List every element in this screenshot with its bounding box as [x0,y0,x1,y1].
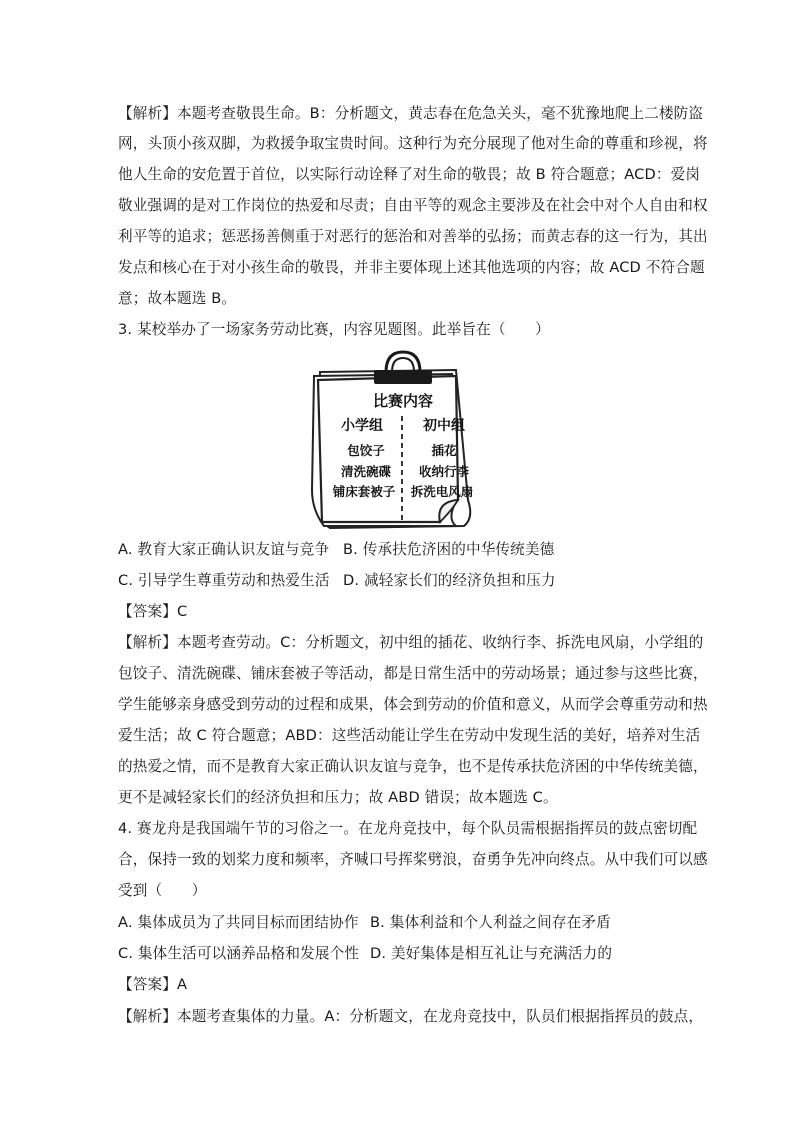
q3-analysis-line-2: 包饺子、清洗碗碟、铺床套被子等活动，都是日常生活中的劳动场景；通过参与这些比赛， [118,665,708,682]
binder-clip-handle [386,352,420,372]
q2-analysis-line-3: 他人生命的安危置于首位，以实际行动诠释了对生命的敬畏；故 B 符合题意；ACD：爱岗 [118,166,701,183]
q2-analysis-line-2: 网，头顶小孩双脚，为救援争取宝贵时间。这种行为充分展现了他对生命的尊重和珍视，将 [118,135,708,152]
primary-item-1: 包饺子 [347,443,385,458]
q3-option-a: A. 教育大家正确认识友谊与竞争 [118,541,330,558]
q2-analysis-line-7: 意；故本题选 B。 [118,290,237,307]
q2-analysis-line-6: 发点和核心在于对小孩生命的敬畏，并非主要体现上述其他选项的内容；故 ACD 不符合题 [118,259,705,276]
q4-option-b: B. 集体利益和个人利益之间存在矛盾 [370,914,611,931]
junior-item-2: 收纳行李 [418,464,470,479]
junior-group-header: 初中组 [423,418,465,434]
figure-title: 比赛内容 [372,392,434,410]
q3-option-c: C. 引导学生尊重劳动和热爱生活 [118,572,330,589]
primary-item-3: 铺床套被子 [332,484,396,499]
q2-analysis-line-1: 【解析】本题考查敬畏生命。B：分析题文，黄志春在危急关头，毫不犹豫地爬上二楼防盗 [118,105,704,122]
q4-option-d: D. 美好集体是相互礼让与充满活力的 [370,945,613,962]
q4-option-a: A. 集体成员为了共同目标而团结协作 [118,914,359,931]
junior-item-3: 拆洗电风扇 [410,484,474,499]
q4-analysis-line-1: 【解析】本题考查集体的力量。A：分析题文，在龙舟竞技中，队员们根据指挥员的鼓点， [118,1008,704,1025]
q3-analysis-line-5: 的热爱之情，而不是教育大家正确认识友谊与竞争，也不是传承扶危济困的中华传统美德， [118,758,708,775]
q2-analysis-line-5: 利平等的追求；惩恶扬善侧重于对恶行的惩治和对善举的弘扬；而黄志春的这一行为，其出 [118,228,708,245]
q3-analysis-line-6: 更不是减轻家长们的经济负担和压力；故 ABD 错误；故本题选 C。 [118,789,558,806]
competition-content-figure [306,350,486,532]
primary-item-2: 清洗碗碟 [340,464,392,479]
q4-stem-line-3: 受到（ ） [118,882,207,899]
q3-analysis-line-3: 学生能够亲身感受到劳动的过程和成果，体会到劳动的价值和意义，从而学会尊重劳动和热 [118,696,708,713]
q3-option-b: B. 传承扶危济困的中华传统美德 [343,541,555,558]
q3-stem: 3. 某校举办了一场家务劳动比赛，内容见题图。此举旨在（ ） [118,321,550,338]
q3-option-d: D. 减轻家长们的经济负担和压力 [343,572,556,589]
q4-answer: 【答案】A [118,976,188,993]
q3-analysis-line-1: 【解析】本题考查劳动。C：分析题文，初中组的插花、收纳行李、拆洗电风扇，小学组的 [118,634,704,651]
q4-stem-line-1: 4. 赛龙舟是我国端午节的习俗之一。在龙舟竞技中，每个队员需根据指挥员的鼓点密切配 [118,820,698,837]
q4-option-c: C. 集体生活可以涵养品格和发展个性 [118,945,360,962]
junior-item-1: 插花 [431,443,457,458]
binder-clip-body [374,370,432,384]
q4-stem-line-2: 合，保持一致的划桨力度和频率，齐喊口号挥桨劈浪，奋勇争先冲向终点。从中我们可以感 [118,851,708,868]
q3-answer: 【答案】C [118,603,188,620]
q2-analysis-line-4: 敬业强调的是对工作岗位的热爱和尽责；自由平等的观念主要涉及在社会中对个人自由和权 [118,197,708,214]
clipboard-note-illustration [306,350,486,532]
primary-group-header: 小学组 [341,418,383,434]
q3-analysis-line-4: 爱生活；故 C 符合题意；ABD：这些活动能让学生在劳动中发现生活的美好，培养对生活 [118,727,701,744]
